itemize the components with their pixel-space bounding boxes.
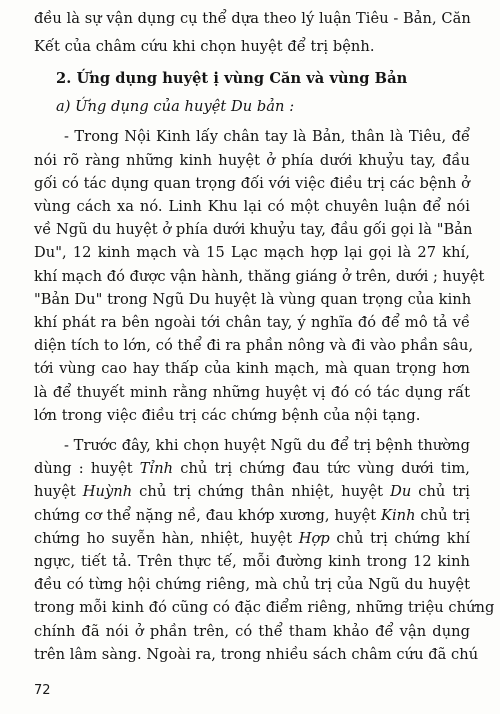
text-line <box>34 460 470 478</box>
text-run: dùng : huyệt <box>34 460 140 477</box>
text-line: Kết của châm cứu khi chọn huyệt để trị bệnh. <box>34 38 375 55</box>
italic-term: Tỉnh <box>139 460 174 477</box>
text-line: đều có từng hội chứng riêng, mà chủ trị của Ngũ du huyệt <box>34 576 470 593</box>
text-line: Du", 12 kinh mạch và 15 Lạc mạch hợp lại gọi là 27 khí, <box>34 244 470 261</box>
text-line: ngực, tiết tả. Trên thực tế, mỗi đường kinh trong 12 kinh <box>34 553 470 570</box>
text-line: "Bản Du" trong Ngũ Du huyệt là vùng quan trọng của kinh <box>34 291 472 308</box>
text-line: khí phát ra bên ngoài tới chân tay, ý nghĩa đó để mô tả về <box>34 314 470 331</box>
text-line: - Trong Nội Kinh lấy chân tay là Bản, thân là Tiêu, để <box>64 128 470 145</box>
subsection-heading: a) Ứng dụng của huyệt Du bản : <box>56 98 295 115</box>
text-line: đều là sự vận dụng cụ thể dựa theo lý luận Tiêu - Bản, Căn <box>34 10 471 27</box>
text-line: chính đã nói ở phần trên, có thể tham khảo để vận dụng <box>34 623 470 640</box>
italic-term: Hợp <box>298 530 330 547</box>
text-line: trên lâm sàng. Ngoài ra, trong nhiều sách châm cứu đã chú <box>34 646 479 663</box>
italic-term: Du <box>390 483 412 500</box>
text-run: chứng cơ thể nặng nề, đau khớp xương, huyệt <box>34 507 381 524</box>
text-run: huyệt <box>34 483 83 500</box>
text-run: chứng ho suyễn hàn, nhiệt, huyệt <box>34 530 299 547</box>
text-line <box>34 483 470 501</box>
text-line: nói rõ ràng những kinh huyệt ở phía dưới khuỷu tay, đầu <box>34 152 470 169</box>
text-run: chủ trị <box>415 507 470 524</box>
text-line <box>34 530 470 548</box>
text-line: lớn trong việc điều trị các chứng bệnh của nội tạng. <box>34 407 421 424</box>
text-line: tới vùng cao hay thấp của kinh mạch, mà quan trọng hơn <box>34 360 470 377</box>
text-line: khí mạch đó được vận hành, thăng giáng ở trên, dưới ; huyệt <box>34 268 485 285</box>
italic-term: Huỳnh <box>82 483 133 500</box>
text-line <box>34 507 470 525</box>
text-run: chủ trị chứng khí <box>329 530 470 547</box>
section-heading: 2. Ứng dụng huyệt ị vùng Căn và vùng Bản <box>56 70 408 87</box>
text-line: diện tích to lớn, có thể đi ra phần nông và đi vào phần sâu, <box>34 337 474 354</box>
text-line: - Trước đây, khi chọn huyệt Ngũ du để trị bệnh thường <box>64 437 470 454</box>
text-run: chủ trị <box>411 483 471 500</box>
text-run: chủ trị chứng thân nhiệt, huyệt <box>132 483 391 500</box>
text-run: chủ trị chứng đau tức vùng dưới tim, <box>173 460 470 477</box>
text-line: vùng cách xa nó. Linh Khu lại có một chuyên luận để nói <box>34 198 470 215</box>
text-line: là để thuyết minh rằng những huyệt vị đó có tác dụng rất <box>34 384 470 401</box>
text-line: trong mỗi kinh đó cũng có đặc điểm riêng, những triệu chứng <box>34 599 495 616</box>
text-line: về Ngũ du huyệt ở phía dưới khuỷu tay, đầu gối gọi là "Bản <box>34 221 473 238</box>
text-line: gối có tác dụng quan trọng đối với việc điều trị các bệnh ở <box>34 175 470 192</box>
italic-term: Kinh <box>381 507 416 524</box>
page-number: 72 <box>34 683 51 698</box>
